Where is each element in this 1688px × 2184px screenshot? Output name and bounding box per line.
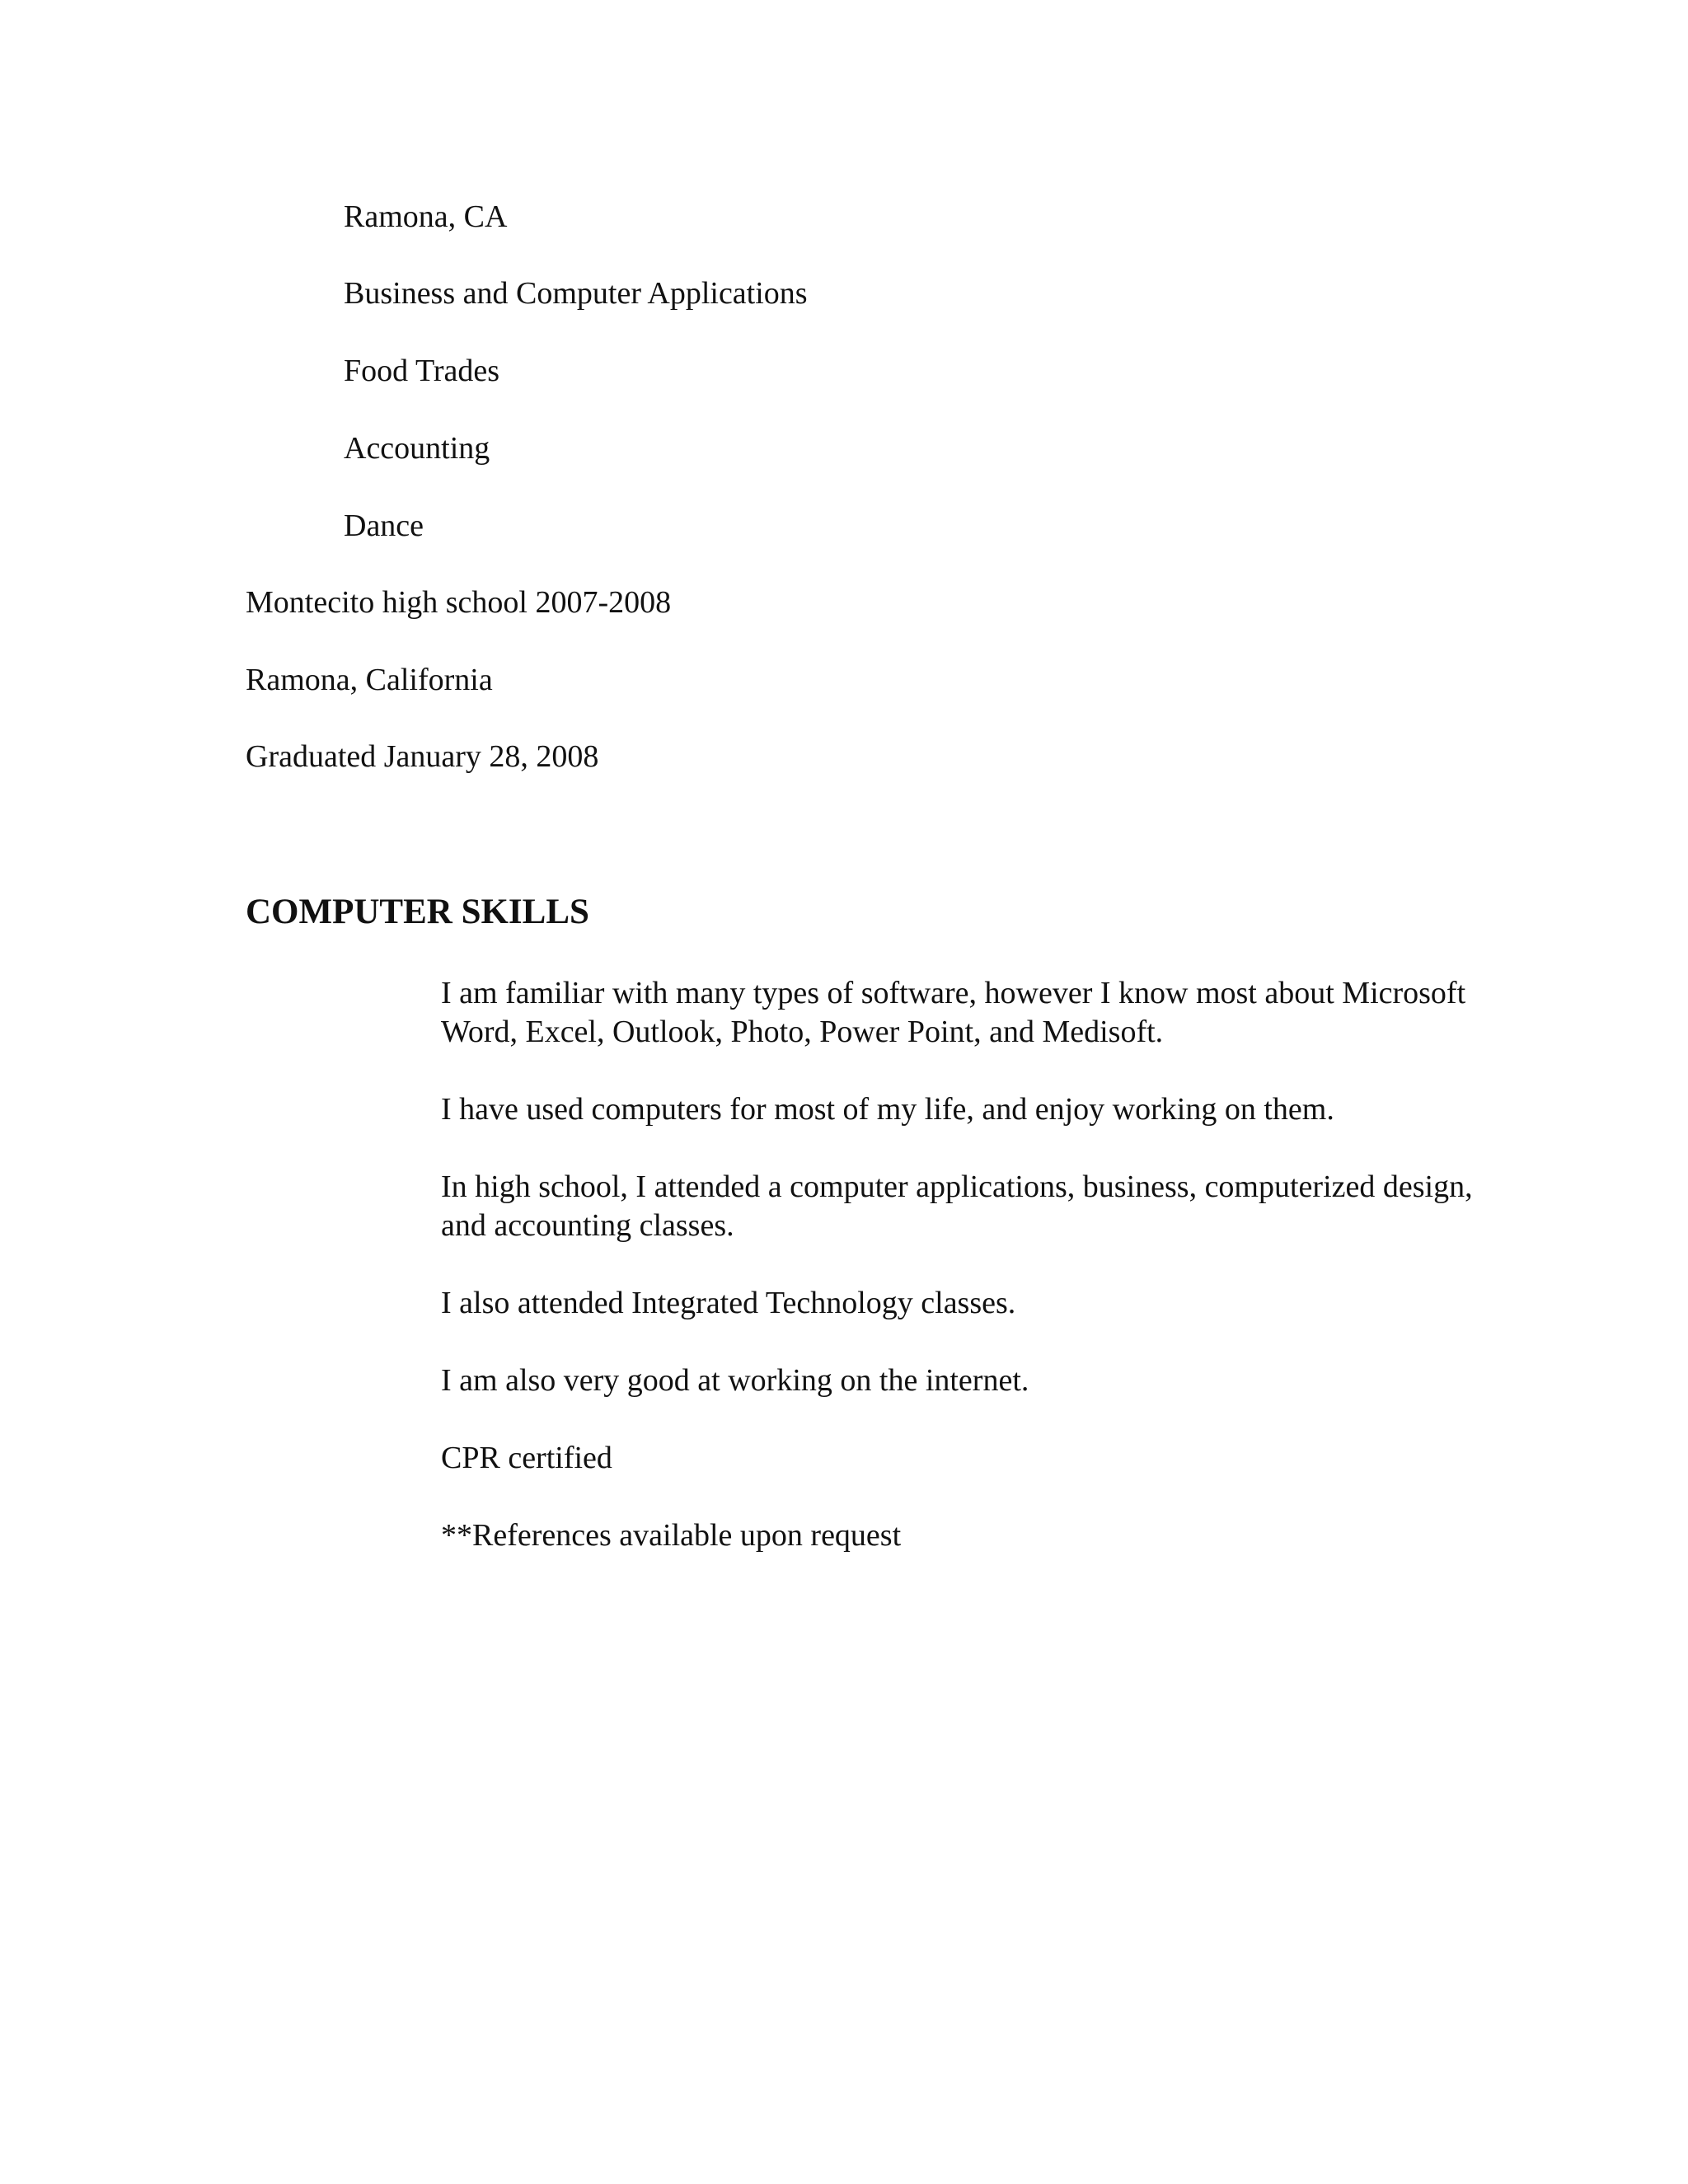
course-item: Dance <box>344 509 424 543</box>
course-item: Food Trades <box>344 354 499 388</box>
course-item: Business and Computer Applications <box>344 276 808 311</box>
skills-paragraph: I am also very good at working on the internet. <box>441 1363 1029 1398</box>
high-school-location: Ramona, California <box>246 663 493 697</box>
high-school-name: Montecito high school 2007-2008 <box>246 585 672 620</box>
school-location: Ramona, CA <box>344 199 508 234</box>
skills-paragraph: I also attended Integrated Technology classes. <box>441 1286 1016 1320</box>
skills-paragraph: I am familiar with many types of software, however I know most about Microsoft Word, Excel, Outlook, Photo, Power Point, and Medisoft. <box>441 976 1466 1049</box>
skills-paragraph: I have used computers for most of my life, and enjoy working on them. <box>441 1092 1334 1127</box>
graduation-date: Graduated January 28, 2008 <box>246 739 599 774</box>
skills-paragraph: In high school, I attended a computer applications, business, computerized design, and accounting classes. <box>441 1169 1473 1243</box>
course-item: Accounting <box>344 431 490 466</box>
section-heading-computer-skills: COMPUTER SKILLS <box>246 893 589 931</box>
references-note: **References available upon request <box>441 1518 902 1553</box>
certification-note: CPR certified <box>441 1441 612 1475</box>
